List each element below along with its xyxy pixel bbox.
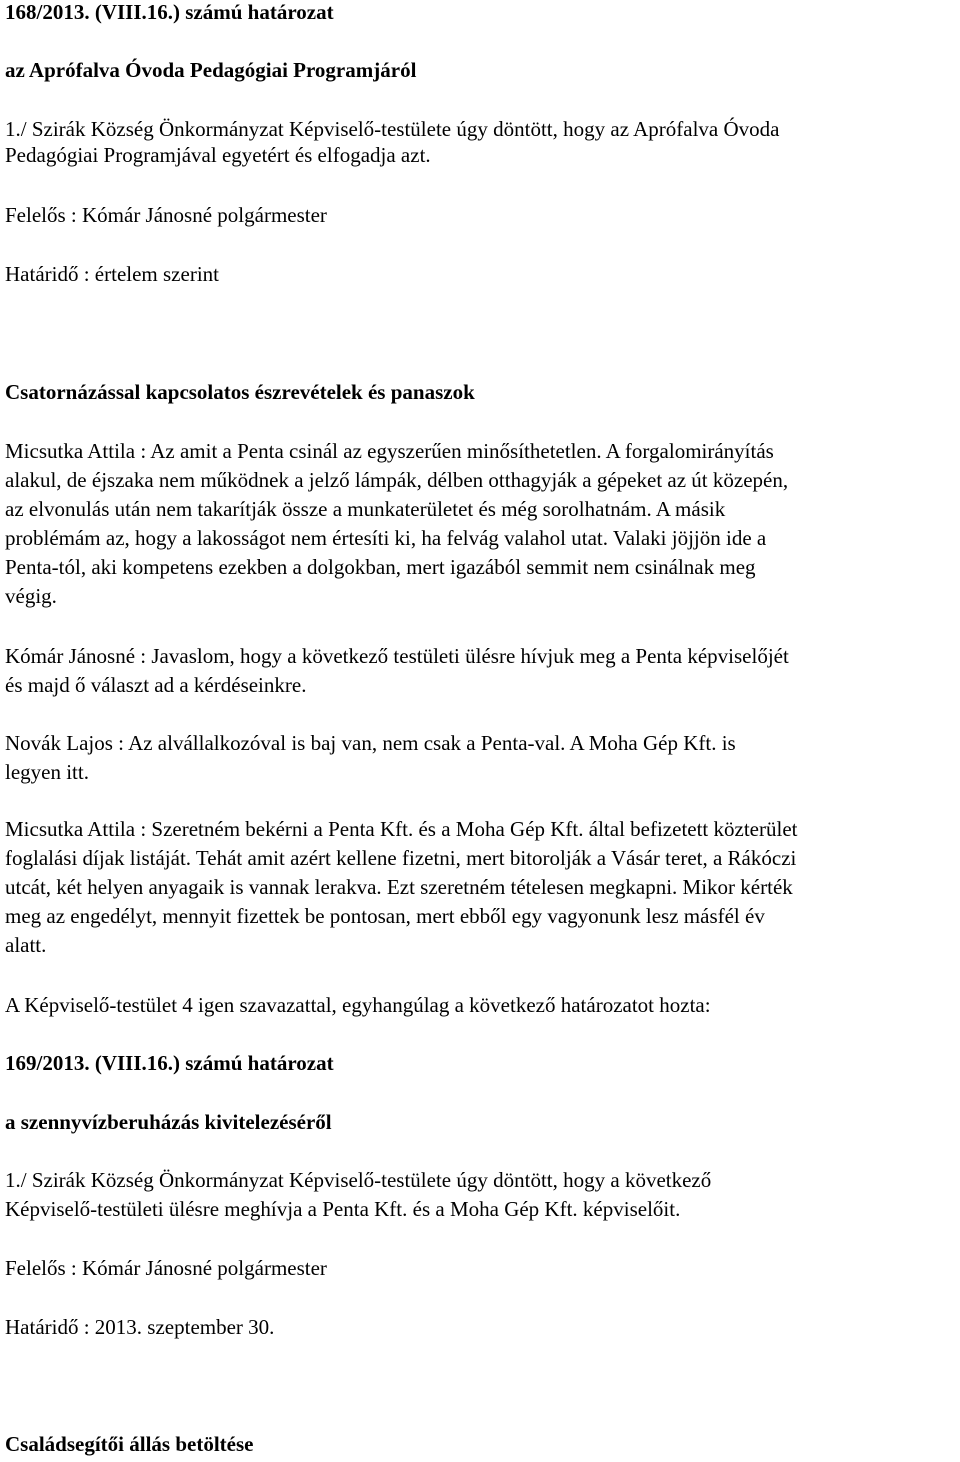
micsutka-statement-line-2: alakul, de éjszaka nem működnek a jelző lámpák, délben otthagyják a gépeket az út közepén, (5, 468, 789, 492)
resolution-168-responsible: Felelős : Kómár Jánosné polgármester (5, 203, 327, 227)
resolution-168-body-line-2: Pedagógiai Programjával egyetért és elfogadja azt. (5, 143, 431, 167)
resolution-169-deadline: Határidő : 2013. szeptember 30. (5, 1315, 275, 1339)
komar-statement-line-1: Kómár Jánosné : Javaslom, hogy a következő testületi ülésre hívjuk meg a Penta képviselőjét (5, 644, 789, 668)
resolution-168-number: 168/2013. (VIII.16.) számú határozat (5, 0, 334, 24)
micsutka-request-line-5: alatt. (5, 933, 47, 957)
micsutka-request-line-2: foglalási díjak listáját. Tehát amit azért kellene fizetni, mert bitorolják a Vásár teret, a Rákóczi (5, 846, 797, 870)
section-heading-sewer: Csatornázással kapcsolatos észrevételek és panaszok (5, 380, 475, 404)
novak-statement-line-1: Novák Lajos : Az alvállalkozóval is baj van, nem csak a Penta-val. A Moha Gép Kft. is (5, 731, 736, 755)
micsutka-request-line-4: meg az engedélyt, mennyit fizettek be pontosan, mert ebből egy vagyonunk lesz másfél év (5, 904, 765, 928)
resolution-169-subject: a szennyvízberuházás kivitelezéséről (5, 1110, 332, 1134)
vote-statement: A Képviselő-testület 4 igen szavazattal, egyhangúlag a következő határozatot hozta: (5, 993, 711, 1017)
resolution-169-number: 169/2013. (VIII.16.) számú határozat (5, 1051, 334, 1075)
micsutka-statement-line-1: Micsutka Attila : Az amit a Penta csinál az egyszerűen minősíthetetlen. A forgalomirányítás (5, 439, 774, 463)
micsutka-statement-line-5: Penta-tól, aki kompetens ezekben a dolgokban, mert igazából semmit nem csinálnak meg (5, 555, 756, 579)
micsutka-statement-line-4: problémám az, hogy a lakosságot nem értesíti ki, ha felvág valahol utat. Valaki jöjjön ide a (5, 526, 767, 550)
resolution-168-deadline: Határidő : értelem szerint (5, 262, 219, 286)
micsutka-statement-line-6: végig. (5, 584, 57, 608)
section-heading-family-support: Családsegítői állás betöltése (5, 1432, 254, 1456)
resolution-169-body-line-2: Képviselő-testületi ülésre meghívja a Penta Kft. és a Moha Gép Kft. képviselőit. (5, 1197, 681, 1221)
resolution-168-subject: az Aprófalva Óvoda Pedagógiai Programjáról (5, 58, 417, 82)
resolution-169-body-line-1: 1./ Szirák Község Önkormányzat Képviselő-testülete úgy döntött, hogy a következő (5, 1168, 712, 1192)
komar-statement-line-2: és majd ő választ ad a kérdéseinkre. (5, 673, 307, 697)
novak-statement-line-2: legyen itt. (5, 760, 89, 784)
micsutka-request-line-1: Micsutka Attila : Szeretném bekérni a Penta Kft. és a Moha Gép Kft. által befizetett közterület (5, 817, 798, 841)
micsutka-statement-line-3: az elvonulás után nem takarítják össze a munkaterületet és még sorolhatnám. A másik (5, 497, 726, 521)
micsutka-request-line-3: utcát, két helyen anyagaik is vannak lerakva. Ezt szeretném tételesen megkapni. Mikor kérték (5, 875, 793, 899)
resolution-169-responsible: Felelős : Kómár Jánosné polgármester (5, 1256, 327, 1280)
resolution-168-body-line-1: 1./ Szirák Község Önkormányzat Képviselő-testülete úgy döntött, hogy az Aprófalva Óvoda (5, 117, 780, 141)
